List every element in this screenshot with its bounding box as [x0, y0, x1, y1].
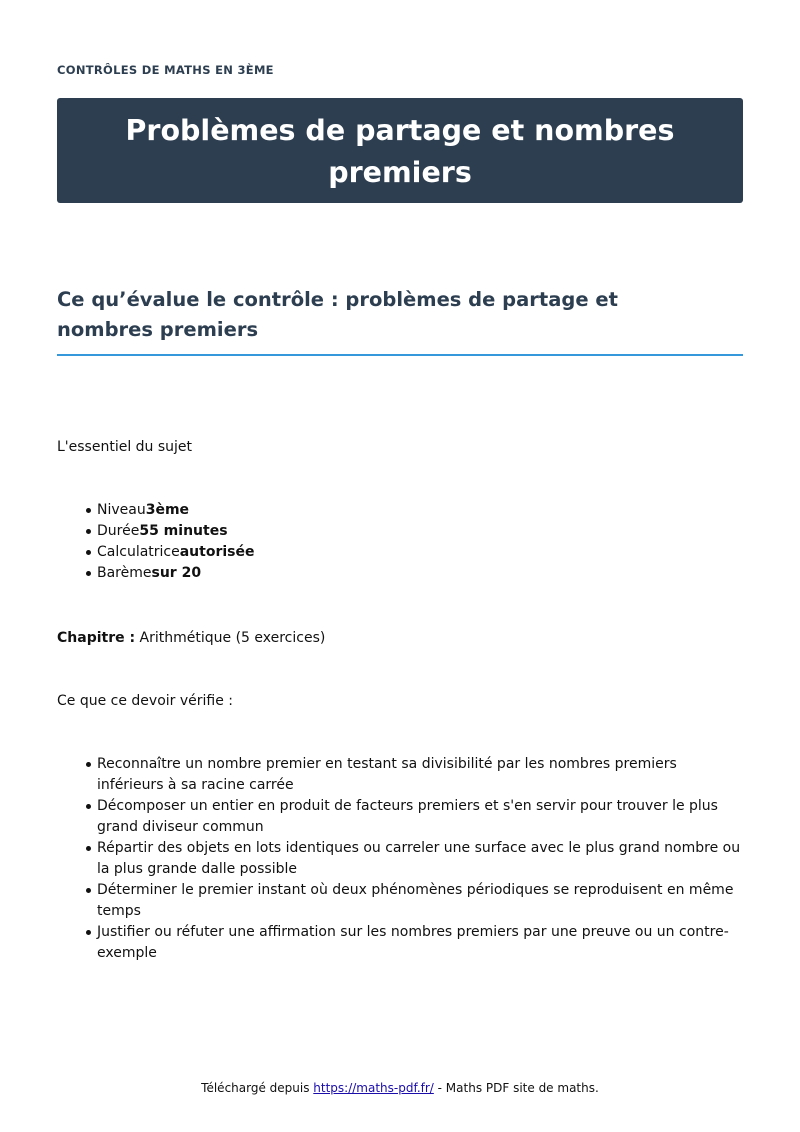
- fact-value: 55 minutes: [139, 523, 228, 539]
- list-item: Reconnaître un nombre premier en testant sa divisibilité par les nombres premiers inférieurs à sa racine carrée: [97, 754, 743, 796]
- list-item: Décomposer un entier en produit de facteurs premiers et s'en servir pour trouver le plus grand diviseur commun: [97, 796, 743, 838]
- fact-label: Calculatrice: [97, 544, 180, 560]
- intro-text: L'essentiel du sujet: [57, 439, 193, 455]
- checks-list: [57, 754, 743, 964]
- fact-item-level: [97, 500, 255, 521]
- title-banner: [57, 98, 743, 203]
- list-item: Déterminer le premier instant où deux phénomènes périodiques se reproduisent en même temps: [97, 880, 743, 922]
- chapter-label: Chapitre :: [57, 630, 136, 646]
- list-item: Répartir des objets en lots identiques ou carreler une surface avec le plus grand nombre ou la plus grande dalle possible: [97, 838, 743, 880]
- fact-value: autorisée: [179, 544, 255, 560]
- chapter-value: Arithmétique (5 exercices): [135, 630, 326, 646]
- fact-label: Barème: [97, 565, 152, 581]
- fact-value: sur 20: [151, 565, 202, 581]
- footer-suffix: - Maths PDF site de maths.: [433, 1081, 599, 1095]
- page-title: Problèmes de partage et nombres premiers: [125, 114, 675, 189]
- section-heading: Ce qu’évalue le contrôle : problèmes de partage et nombres premiers: [57, 288, 618, 341]
- list-item: Justifier ou réfuter une affirmation sur les nombres premiers par une preuve ou un contre-exemple: [97, 922, 743, 964]
- fact-label: Durée: [97, 523, 140, 539]
- document-kicker: CONTRÔLES DE MATHS EN 3ÈME: [57, 63, 274, 77]
- fact-item-grading: [97, 563, 255, 584]
- facts-list: [57, 500, 255, 584]
- checks-intro: Ce que ce devoir vérifie :: [57, 693, 234, 709]
- chapter-line: [57, 628, 325, 649]
- footer-link[interactable]: https://maths-pdf.fr/: [313, 1081, 434, 1095]
- fact-item-duration: [97, 521, 255, 542]
- footer-prefix: Téléchargé depuis: [201, 1081, 314, 1095]
- fact-item-calculator: [97, 542, 255, 563]
- footer: [0, 1080, 800, 1096]
- fact-label: Niveau: [97, 502, 146, 518]
- section-heading-block: [57, 285, 743, 356]
- fact-value: 3ème: [145, 502, 190, 518]
